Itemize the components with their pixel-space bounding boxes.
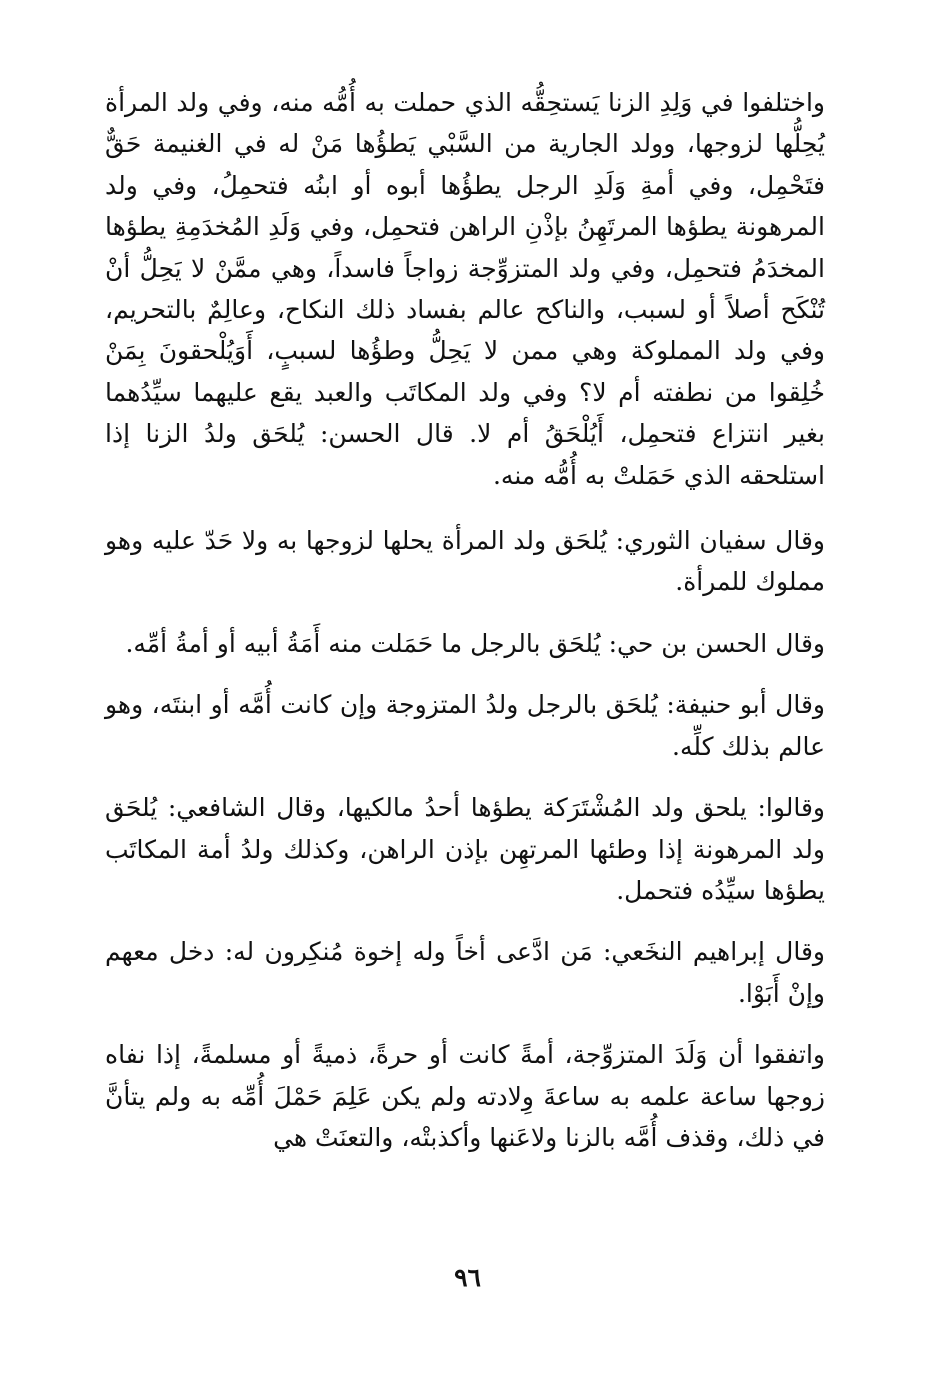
page-text	[105, 82, 825, 1158]
paragraph-gap	[105, 496, 825, 520]
paragraph-gap	[105, 911, 825, 931]
page-number: ٩٦	[454, 1263, 481, 1292]
paragraph-ibrahim-al-nakhai: وقال إبراهيم النخَعي: مَن ادَّعى أخاً وله إخوة مُنكِرون له: دخل معهم وإنْ أَبَوْا.	[105, 937, 825, 1008]
paragraph-al-hasan-bin-hay: وقال الحسن بن حي: يُلحَق بالرجل ما حَمَلت منه أَمَةُ أبيه أو أمةُ أمِّه.	[125, 628, 825, 658]
paragraph-sufyan-al-thawri: وقال سفيان الثوري: يُلحَق ولد المرأة يحلها لزوجها به ولا حَدّ عليه وهو مملوك للمرأة.	[105, 526, 825, 597]
paragraph-al-shafii: وقالوا: يلحق ولد المُشْتَرَكة يطؤها أحدُ مالكيها، وقال الشافعي: يُلحَق ولد المرهونة إذا وطئها المرتهِن بإذن الراهن، وكذلك ولدُ أمة المكاتَب يطؤها سيِّدُه فتحمل.	[105, 793, 825, 905]
paragraph-consensus: واتفقوا أن وَلَدَ المتزوِّجة، أمةً كانت أو حرةً، ذميةً أو مسلمةً، إذا نفاه زوجها ساعة علمه به ساعةَ وِلادته ولم يكن عَلِمَ حَمْلَ أُمِّه به ولم يتأنَّ في ذلك، وقذف أُمَّه بالزنا ولاعَنها وأكذبتْه، والتعنَتْ هي	[105, 1040, 825, 1152]
paragraph-walad-al-zina: واختلفوا في وَلِدِ الزنا يَستحِقُّه الذي حملت به أُمُّه منه، وفي ولد المرأة يُحِلُّها لزوجها، وولد الجارية من السَّبْي يَطؤُها مَنْ له في الغنيمة حَقٌّ فتَحْمِل، وفي أمةِ وَلَدِ الرجل يطؤُها أبوه أو ابنُه فتحمِلُ، وفي ولد المرهونة يطؤها المرتَهِنُ بإذْنِ الراهن فتحمِل، وفي وَلَدِ المُخدَمِةِ يطؤها المخدَمُ فتحمِل، وفي ولد المتزوِّجة زواجاً فاسداً، وهي ممَّنْ لا يَحِلُّ أنْ تُنْكَح أصلاً أو لسبب، والناكح عالم بفساد ذلك النكاح، وعالِمٌ بالتحريم، وفي ولد المملوكة وهي ممن لا يَحِلُّ وطؤُها لسببٍ، أَوَيُلْحقونَ بِمَنْ خُلِقوا من نطفته أم لا؟ وفي ولد المكاتَب والعبد يقع عليهما سيِّدُهما بغير انتزاع فتحمِل، أَيُلْحَقُ أم لا. قال الحسن: يُلحَق ولدُ الزنا إذا استلحقه الذي حَمَلتْ به أُمُّه منه.	[105, 88, 825, 490]
paragraph-gap	[105, 767, 825, 787]
paragraph-gap	[105, 664, 825, 684]
paragraph-gap	[105, 1014, 825, 1034]
paragraph-abu-hanifa: وقال أبو حنيفة: يُلحَق بالرجل ولدُ المتزوجة وإن كانت أُمَّه أو ابنتَه، وهو عالم بذلك كلِّه.	[105, 690, 825, 761]
paragraph-gap	[105, 603, 825, 623]
